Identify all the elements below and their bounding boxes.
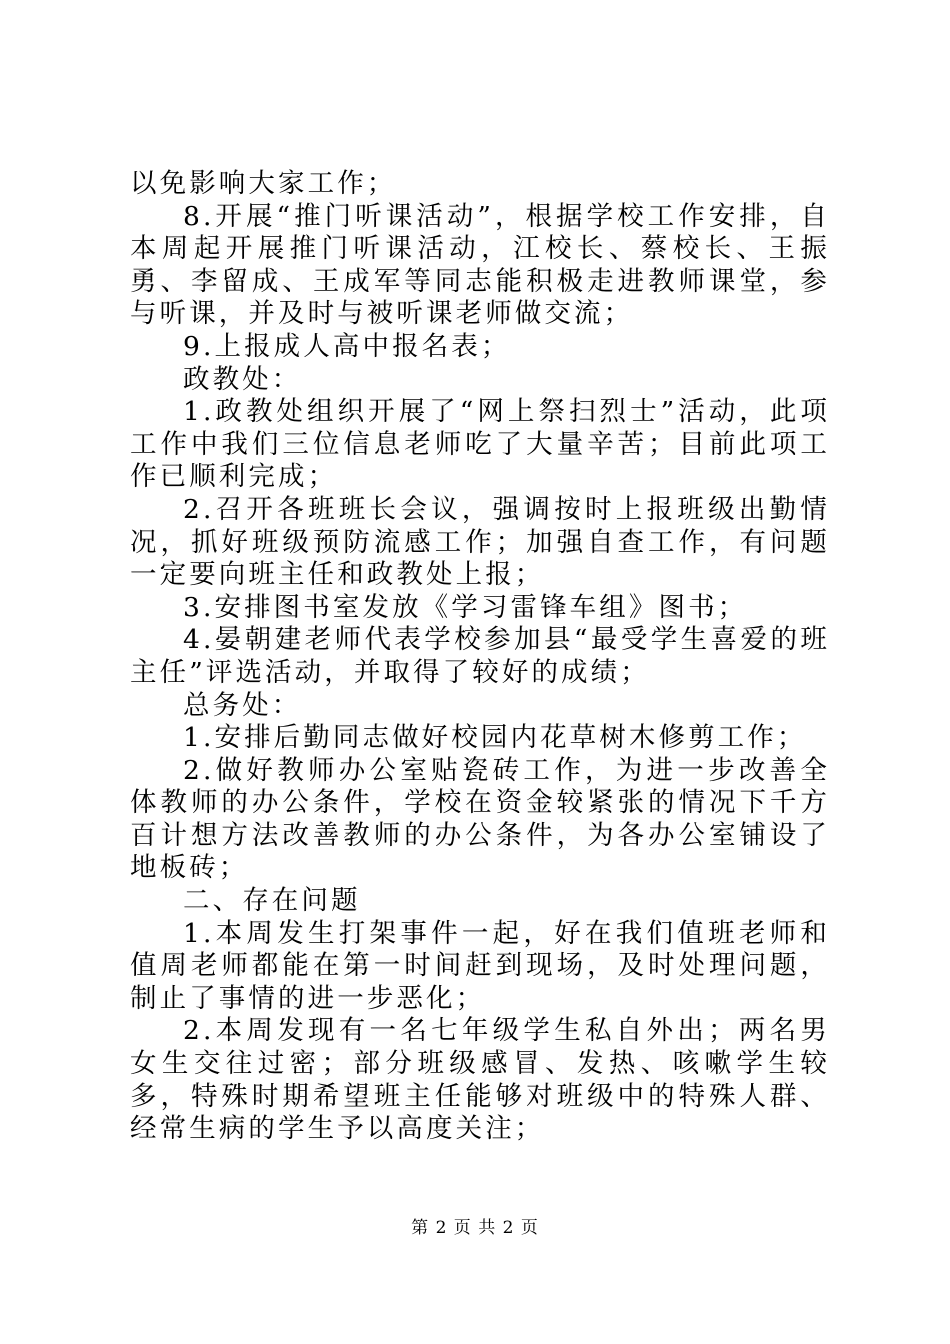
section-heading: 二、存在问题	[183, 885, 361, 917]
section-heading: 政教处：	[183, 363, 302, 395]
section-heading: 总务处：	[183, 689, 302, 721]
paragraph: 1.安排后勤同志做好校园内花草树木修剪工作；	[183, 722, 807, 754]
paragraph: 9.上报成人高中报名表；	[183, 330, 511, 362]
paragraph: 2.本周发现有一名七年级学生私自外出；两名男女生交往过密；部分班级感冒、发热、咳嗽学生较多，特殊时期希望班主任能够对班级中的特殊人群、经常生病的学生予以高度关注；	[130, 1015, 830, 1145]
paragraph: 4.晏朝建老师代表学校参加县“最受学生喜爱的班主任”评选活动，并取得了较好的成绩；	[130, 624, 830, 688]
page-footer	[0, 1217, 950, 1239]
paragraph: 3.安排图书室发放《学习雷锋车组》图书；	[183, 591, 748, 623]
document-body	[130, 168, 830, 1146]
paragraph: 1.本周发生打架事件一起，好在我们值班老师和值周老师都能在第一时间赶到现场，及时处理问题，制止了事情的进一步恶化；	[130, 917, 830, 1014]
paragraph: 1.政教处组织开展了“网上祭扫烈士”活动，此项工作中我们三位信息老师吃了大量辛苦；目前此项工作已顺利完成；	[130, 396, 830, 493]
paragraph: 2.做好教师办公室贴瓷砖工作，为进一步改善全体教师的办公条件，学校在资金较紧张的情况下千方百计想方法改善教师的办公条件，为各办公室铺设了地板砖；	[130, 754, 830, 884]
page-number-label: 第 2 页 共 2 页	[411, 1218, 539, 1238]
paragraph: 8.开展“推门听课活动”，根据学校工作安排，自本周起开展推门听课活动，江校长、蔡校长、王振勇、李留成、王成军等同志能积极走进教师课堂，参与听课，并及时与被听课老师做交流；	[130, 200, 830, 330]
paragraph: 以免影响大家工作；	[130, 168, 397, 199]
paragraph: 2.召开各班班长会议，强调按时上报班级出勤情况，抓好班级预防流感工作；加强自查工作，有问题一定要向班主任和政教处上报；	[130, 493, 830, 591]
